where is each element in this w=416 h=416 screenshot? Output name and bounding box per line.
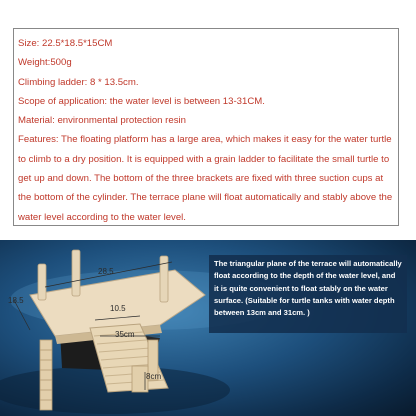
spec-weight: Weight:500g: [18, 57, 72, 69]
caption-text: The triangular plane of the terrace will automatically float according to the depth of the water level, and it is quite convenient to float stably on the water surface. (Suitable for turtle tanks with water depth between 13cm and 31cm. ): [214, 259, 402, 318]
caption-box: [209, 255, 407, 333]
spec-features: Features: The floating platform has a large area, which makes it easy for the water turtle to climb to a dry position. It is equipped with a grain ladder to facilitate the small turtle to get up and down. The bottom of the three brackets are fixed with three suction cups at the bottom of the cylinder. The terrace plane will float automatically and stably above the water level according to the water level.: [18, 134, 393, 223]
spec-ladder: Climbing ladder: 8 * 13.5cm.: [18, 76, 139, 88]
spec-material: Material: environmental protection resin: [18, 115, 186, 127]
dimension-top-label: 28.5: [98, 267, 114, 276]
spec-size: Size: 22.5*18.5*15CM: [18, 38, 113, 49]
dimension-post-label: 8cm: [146, 372, 162, 381]
specifications-box: [13, 28, 399, 226]
spec-scope: Scope of application: the water level is between 13-31CM.: [18, 95, 265, 107]
dimension-ladder-length-label: 35cm: [115, 330, 135, 339]
dimension-ladder-width-label: 10.5: [110, 304, 126, 313]
dimension-left-label: 18.5: [8, 296, 24, 305]
